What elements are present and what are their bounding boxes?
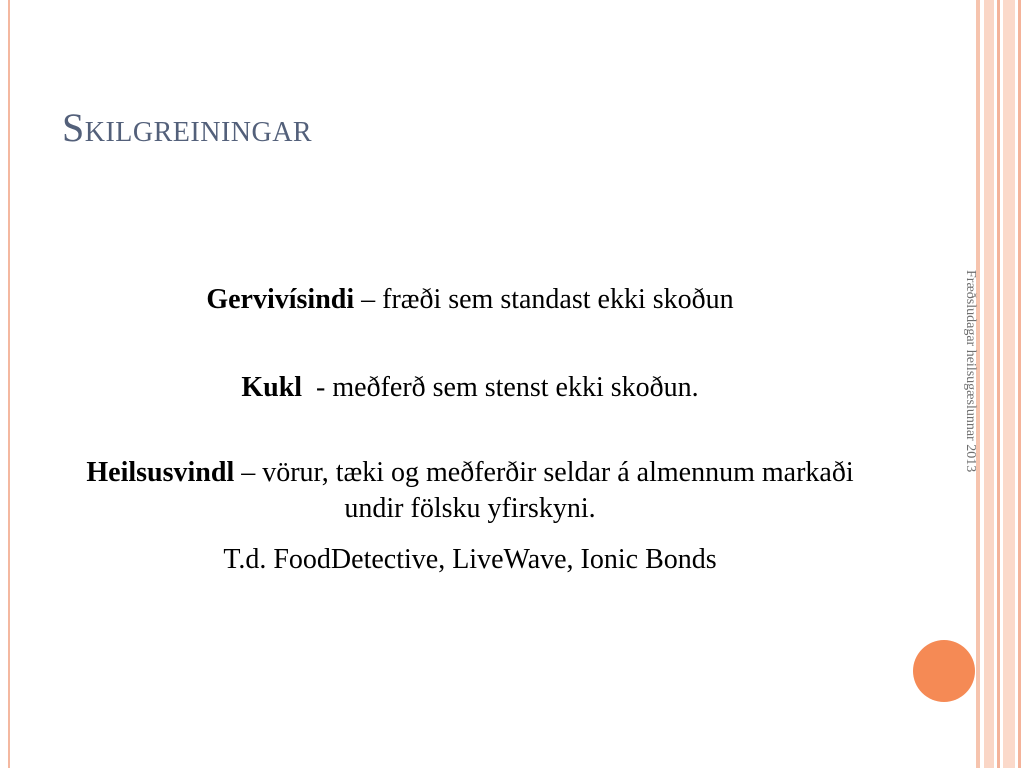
definition-text: – fræði sem standast ekki skoðun bbox=[354, 284, 734, 315]
definition-text: – vörur, tæki og meðferðir seldar á almennum markaði undir fölsku yfirskyni. bbox=[234, 457, 854, 524]
slide-body bbox=[60, 282, 880, 578]
examples-line: T.d. FoodDetective, LiveWave, Ionic Bonds bbox=[223, 544, 717, 575]
definition-quackery bbox=[60, 370, 880, 406]
vertical-footer-text: Fræðsludagar heilsugæslunnar 2013 bbox=[963, 270, 978, 473]
decorative-stripe bbox=[997, 0, 1000, 768]
definition-health-fraud bbox=[60, 455, 880, 527]
left-border-line bbox=[8, 0, 10, 768]
decorative-stripe bbox=[1018, 0, 1021, 768]
definition-text: - meðferð sem stenst ekki skoðun. bbox=[302, 372, 699, 403]
definition-term: Kukl bbox=[241, 372, 303, 403]
definition-term: Gervivísindi bbox=[206, 284, 355, 315]
definition-pseudoscience bbox=[60, 282, 880, 318]
slide-title: Skilgreiningar bbox=[62, 105, 313, 150]
decorative-stripe bbox=[984, 0, 994, 768]
decorative-circle bbox=[913, 640, 975, 702]
decorative-stripe bbox=[1003, 0, 1015, 768]
definition-term: Heilsusvindl bbox=[86, 457, 235, 488]
